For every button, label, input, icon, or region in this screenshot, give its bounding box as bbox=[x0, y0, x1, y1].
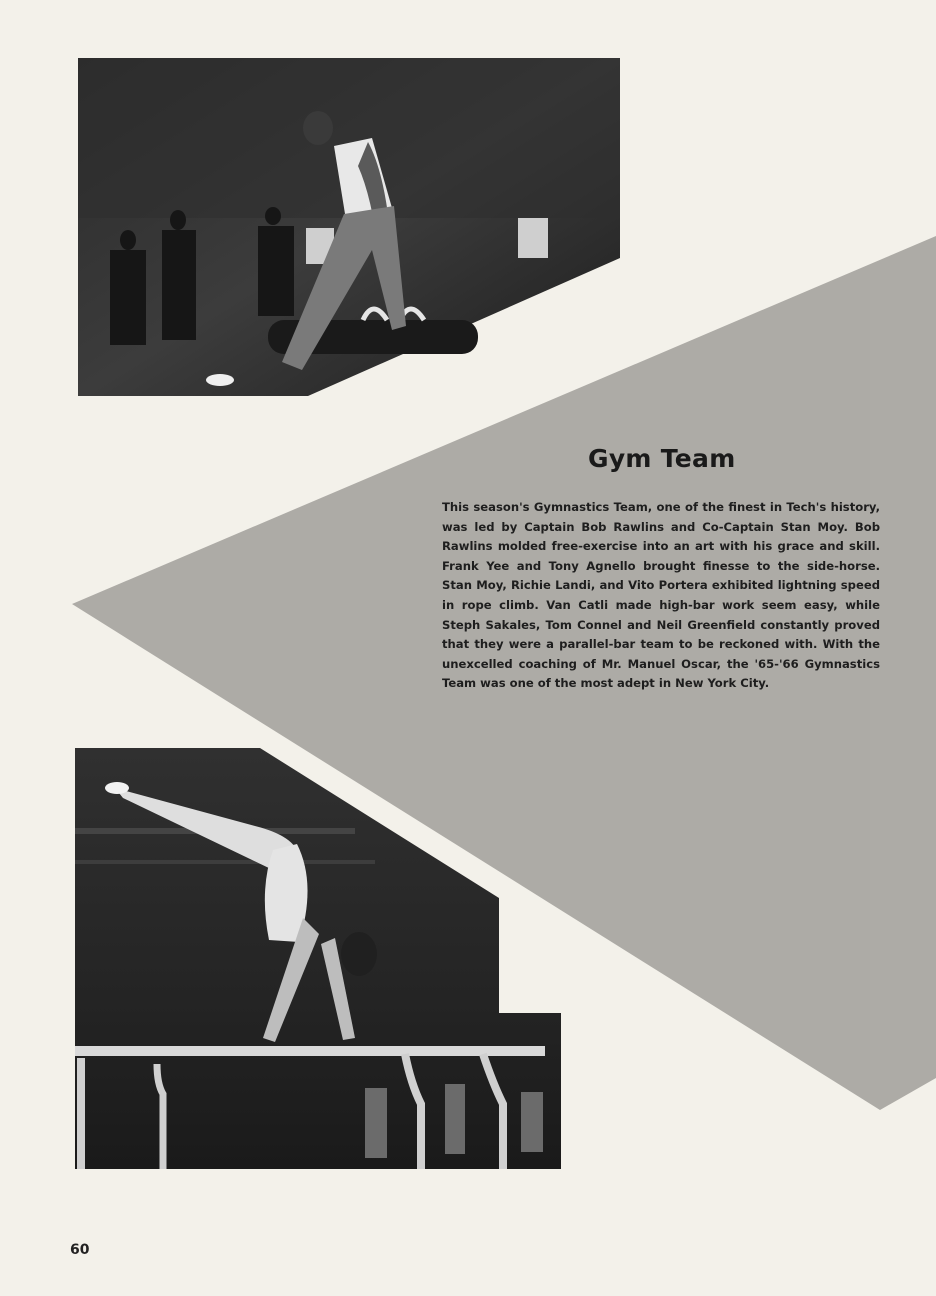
article-title: Gym Team bbox=[588, 444, 736, 473]
side-horse-photo bbox=[78, 58, 620, 396]
article-body: This season's Gymnastics Team, one of the finest in Tech's history, was led by Captain Bob Rawlins and Co-Captain Stan Moy. Bob Rawlins molded free-exercise into an art with his grace and skill. Frank Yee and Tony Agnello brought finesse to the side-horse. Stan Moy, Richie Landi, and Vito Portera exhibited lightning speed in rope climb. Van Catli made high-bar work seem easy, while Steph Sakales, Tom Connel and Neil Greenfield constantly proved that they were a parallel-bar team to be reckoned with. With the unexcelled coaching of Mr. Manuel Oscar, the '65-'66 Gymnastics Team was one of the most adept in New York City. bbox=[442, 500, 880, 691]
page-number: 60 bbox=[70, 1242, 90, 1258]
parallel-bars-photo bbox=[75, 748, 561, 1169]
